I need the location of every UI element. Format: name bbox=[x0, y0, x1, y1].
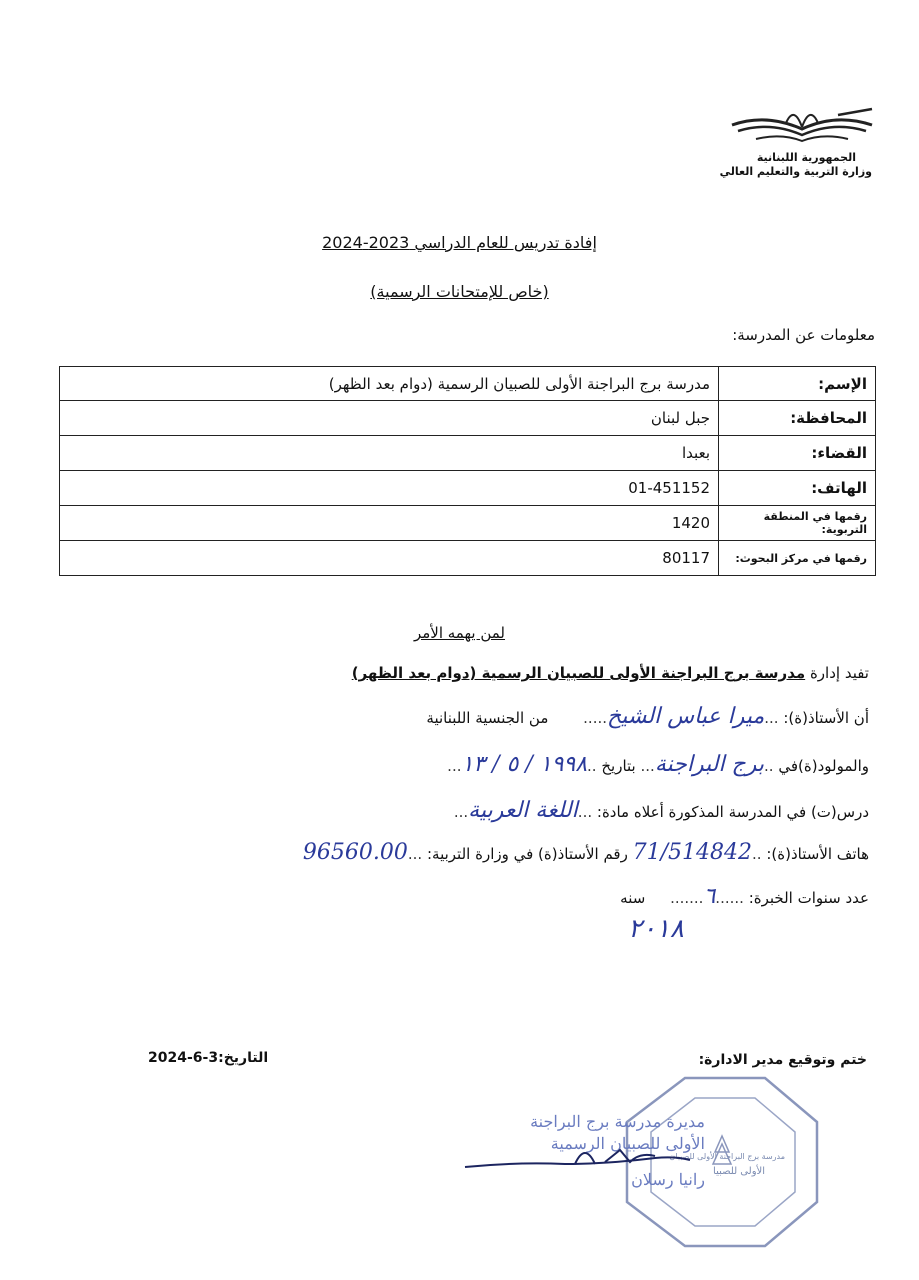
row-value: 01-451152 bbox=[60, 471, 719, 506]
director-stamp-line1: مديرة مدرسة برج البراجنة bbox=[530, 1112, 705, 1131]
teacher-line: أن الأستاذ(ة): ...ميرا عباس الشيخ..... من الجنسية اللبنانية bbox=[426, 704, 869, 729]
row-label: القضاء: bbox=[719, 436, 876, 471]
stamp-ring-text: مدرسة برج البراجنة الأولى للصبيان bbox=[669, 1152, 785, 1161]
row-label: الإسم: bbox=[719, 367, 876, 401]
teacher-phone: 71/514842 bbox=[632, 840, 753, 865]
to-whom-heading: لمن يهمه الأمر bbox=[413, 624, 506, 642]
director-stamp-line3: رانيا رسلان bbox=[631, 1170, 705, 1189]
experience-line: عدد سنوات الخبرة: ......٦....... سنه bbox=[620, 884, 869, 909]
director-stamp bbox=[455, 1112, 705, 1212]
table-row bbox=[60, 436, 876, 471]
intro-prefix: تفيد إدارة bbox=[809, 664, 869, 682]
open-book-icon bbox=[726, 95, 876, 150]
row-label: رقمها في مركز البحوث: bbox=[719, 541, 876, 576]
stamp-inner-text: الأولى للصبيا bbox=[713, 1166, 765, 1177]
signature-icon bbox=[455, 1112, 705, 1212]
phone-line: هاتف الأستاذ(ة): ..71/514842 رقم الأستاذ(ة) في وزارة التربية: ...96560.00 bbox=[302, 840, 869, 865]
document-date: التاريخ:3-6-2024 bbox=[148, 1050, 269, 1066]
table-row bbox=[60, 506, 876, 541]
ministry-label: وزارة التربية والتعليم العالي bbox=[719, 165, 872, 178]
ministry-number: 96560.00 bbox=[302, 840, 408, 865]
document-title: إفادة تدريس للعام الدراسي 2023-2024 bbox=[322, 233, 597, 252]
table-row bbox=[60, 401, 876, 436]
birth-line: والمولود(ة)في ..برج البراجنة... بتاريخ ..١٩٩٨ / ٥ / ١٣... bbox=[447, 752, 869, 777]
row-value: 80117 bbox=[60, 541, 719, 576]
teacher-name: ميرا عباس الشيخ bbox=[607, 704, 765, 729]
row-label: المحافظة: bbox=[719, 401, 876, 436]
school-info-table bbox=[59, 366, 876, 576]
row-value: بعبدا bbox=[60, 436, 719, 471]
table-row bbox=[60, 471, 876, 506]
intro-school: مدرسة برج البراجنة الأولى للصبيان الرسمية (دوام بعد الظهر) bbox=[351, 664, 806, 682]
signature-label: ختم وتوقيع مدير الادارة: bbox=[698, 1052, 867, 1068]
row-label: الهاتف: bbox=[719, 471, 876, 506]
intro-line bbox=[352, 664, 869, 682]
ministry-logo bbox=[719, 95, 876, 185]
row-value: جبل لبنان bbox=[60, 401, 719, 436]
republic-label: الجمهورية اللبنانية bbox=[756, 151, 856, 164]
row-value: 1420 bbox=[60, 506, 719, 541]
table-row bbox=[60, 541, 876, 576]
birthplace: برج البراجنة bbox=[654, 752, 765, 777]
document-subtitle: (خاص للإمتحانات الرسمية) bbox=[370, 282, 549, 301]
years: ٦ bbox=[703, 884, 716, 909]
subject-line: درس(ت) في المدرسة المذكورة أعلاه مادة: ...اللغة العربية... bbox=[453, 798, 869, 823]
table-row bbox=[60, 367, 876, 401]
birth-date: ١٩٩٨ / ٥ / ١٣ bbox=[461, 752, 588, 777]
row-label: رقمها في المنطقة التربوية: bbox=[719, 506, 876, 541]
handwritten-note: ٢٠١٨ bbox=[628, 914, 684, 944]
subject: اللغة العربية bbox=[468, 798, 578, 823]
row-value: مدرسة برج البراجنة الأولى للصبيان الرسمية (دوام بعد الظهر) bbox=[60, 367, 719, 401]
director-stamp-line2: الأولى للصبيان الرسمية bbox=[550, 1134, 705, 1153]
school-info-heading: معلومات عن المدرسة: bbox=[732, 326, 875, 344]
